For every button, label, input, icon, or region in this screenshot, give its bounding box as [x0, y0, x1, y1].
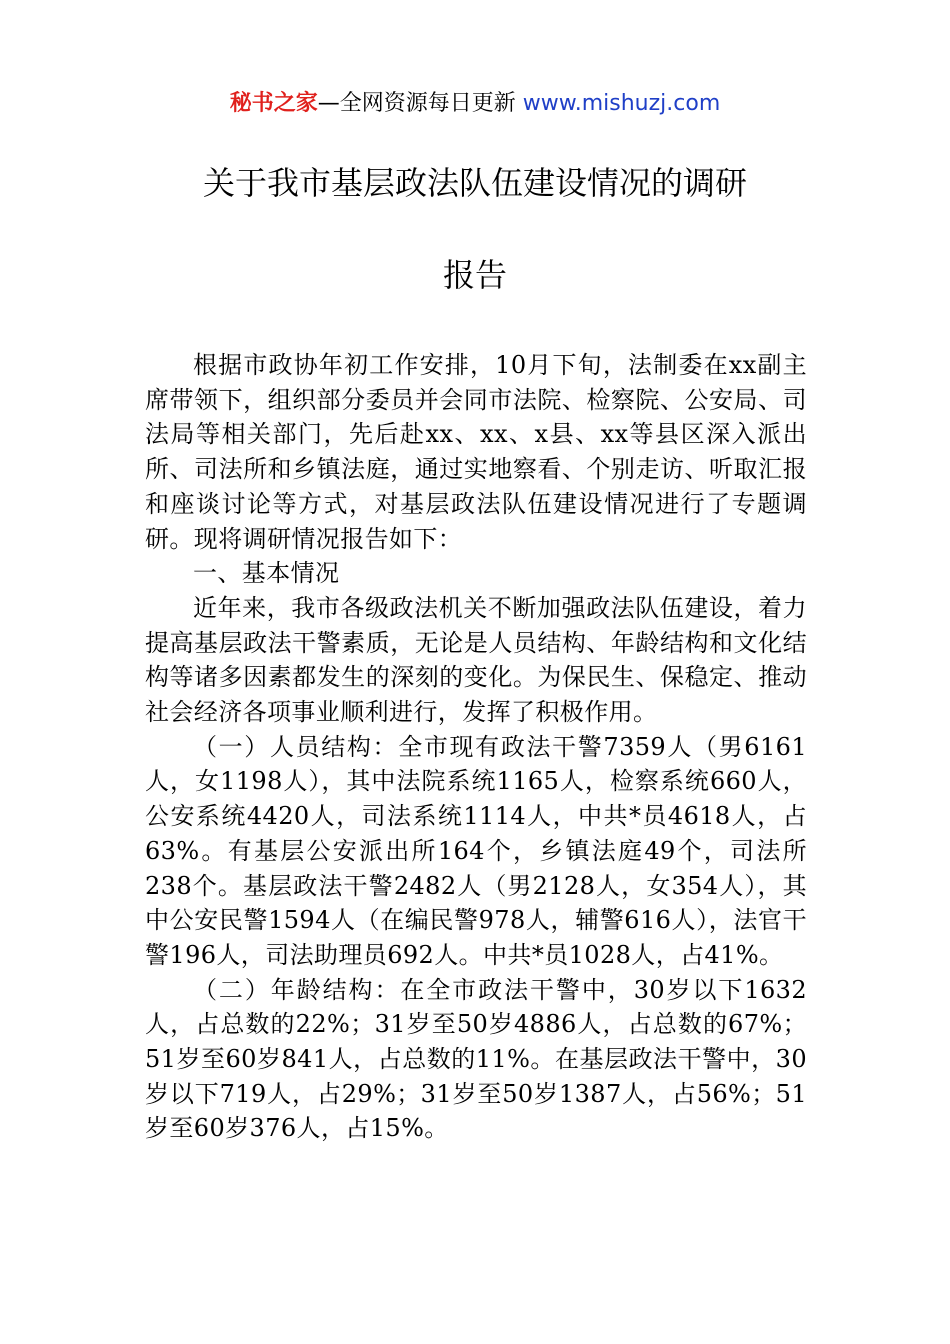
section-heading-basic-situation: 一、基本情况	[193, 559, 340, 588]
document-body	[145, 348, 807, 1146]
paragraph-personnel-structure: （一）人员结构：全市现有政法干警7359人（男6161人，女1198人），其中法院系统1165人，检察系统660人，公安系统4420人，司法系统1114人，中共*员4618人，占63%。有基层公安派出所164个，乡镇法庭49个，司法所238个。基层政法干警2482人（男2128人，女354人），其中公安民警1594人（在编民警978人，辅警616人），法官干警196人，司法助理员692人。中共*员1028人，占41%。	[145, 732, 807, 969]
site-tagline: —全网资源每日更新	[317, 91, 523, 116]
paragraph-overview: 近年来，我市各级政法机关不断加强政法队伍建设，着力提高基层政法干警素质，无论是人员结构、年龄结构和文化结构等诸多因素都发生的深刻的变化。为保民生、保稳定、推动社会经济各项事业顺利进行，发挥了积极作用。	[145, 593, 807, 727]
title-line-1: 关于我市基层政法队伍建设情况的调研	[202, 164, 747, 202]
site-url-link[interactable]: www.mishuzj.com	[522, 91, 721, 116]
document-title	[145, 154, 805, 338]
title-line-2: 报告	[442, 256, 507, 294]
paragraph-age-structure: （二）年龄结构：在全市政法干警中，30岁以下1632人，占总数的22%；31岁至50岁4886人，占总数的67%；51岁至60岁841人，占总数的11%。在基层政法干警中，30岁以下719人，占29%；31岁至50岁1387人，占56%；51岁至60岁376人，占15%。	[145, 975, 807, 1143]
site-brand: 秘书之家	[229, 91, 318, 116]
paragraph-intro: 根据市政协年初工作安排，10月下旬，法制委在xx副主席带领下，组织部分委员并会同市法院、检察院、公安局、司法局等相关部门，先后赴xx、xx、x县、xx等县区深入派出所、司法所和乡镇法庭，通过实地察看、个别走访、听取汇报和座谈讨论等方式，对基层政法队伍建设情况进行了专题调研。现将调研情况报告如下：	[145, 351, 807, 553]
site-header	[0, 88, 950, 120]
